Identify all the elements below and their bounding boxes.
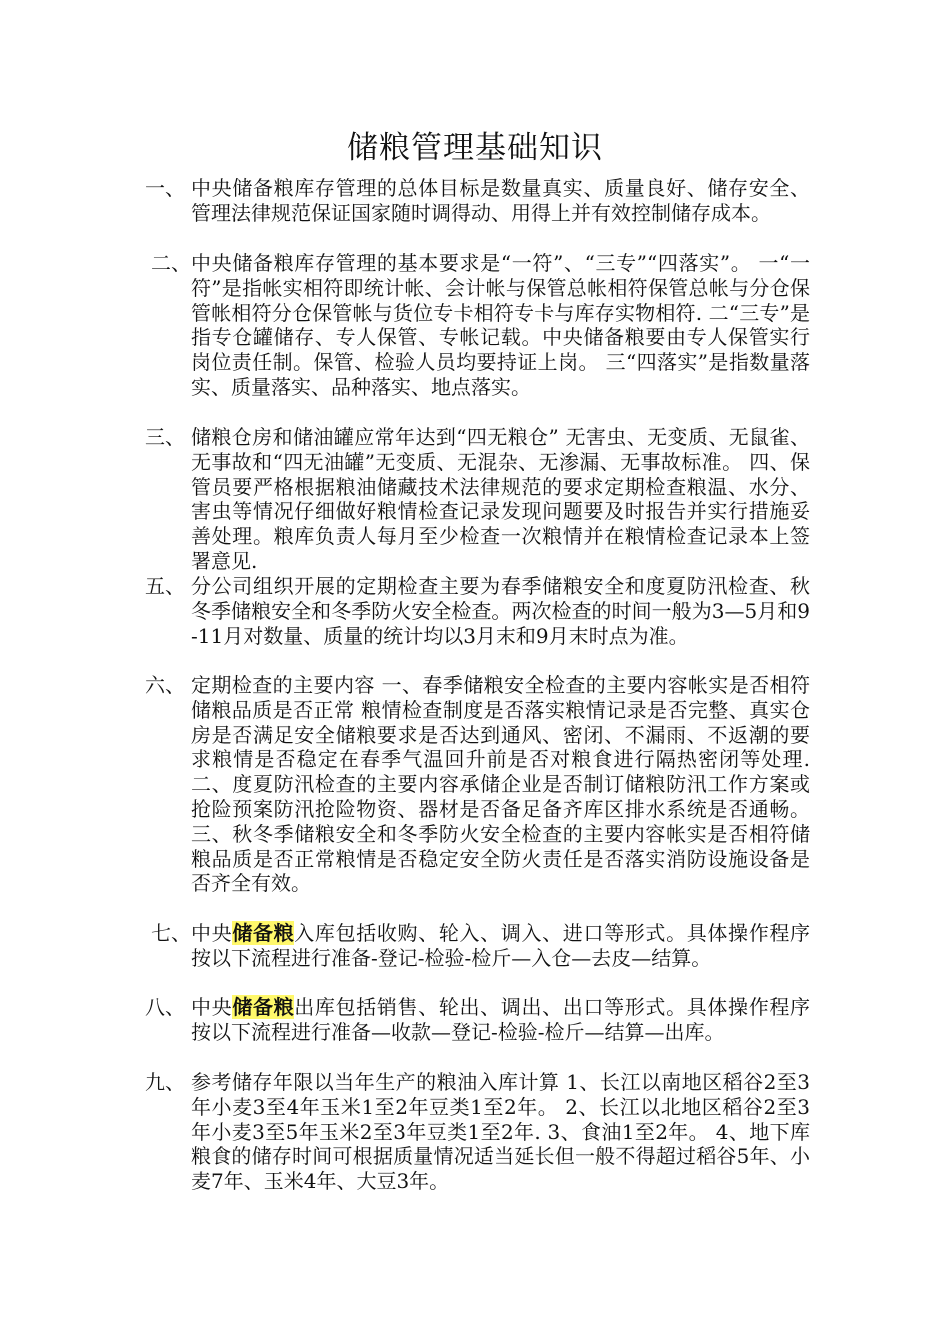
section-1: [145, 176, 810, 226]
section-9: [145, 1070, 810, 1194]
section-2: [145, 251, 810, 400]
section-text: 中央储备粮库存管理的总体目标是数量真实、质量良好、储存安全、管理法律规范保证国家随时调得动、用得上并有效控制储存成本。: [191, 176, 810, 225]
section-3: [145, 425, 810, 574]
section-text: 中央储备粮库存管理的基本要求是“一符”、“三专”“四落实”。 一“一符”是指帐实相符即统计帐、会计帐与保管总帐相符保管总帐与分仓保管帐相符分仓保管帐与货位专卡相符专卡与库存实物相符. 二“三专”是指专仓罐储存、专人保管、专帐记载。中央储备粮要由专人保管实行岗位责任制。保管、检验人员均要持证上岗。 三“四落实”是指数量落实、质量落实、品种落实、地点落实。: [191, 251, 810, 399]
section-text-pre: 中央: [191, 995, 233, 1019]
section-number: 七、: [151, 921, 191, 945]
section-number: 八、: [145, 995, 185, 1019]
section-8: [145, 995, 810, 1045]
section-text: 储粮仓房和储油罐应常年达到“四无粮仓” 无害虫、无变质、无鼠雀、无事故和“四无油罐”无变质、无混杂、无渗漏、无事故标准。 四、保管员要严格根据粮油储藏技术法律规范的要求定期检查粮温、水分、害虫等情况仔细做好粮情检查记录发现问题要及时报告并实行措施妥善处理。粮库负责人每月至少检查一次粮情并在粮情检查记录本上签署意见.: [191, 425, 810, 573]
highlighted-term: 储备粮: [232, 995, 295, 1019]
section-text: 分公司组织开展的定期检查主要为春季储粮安全和度夏防汛检查、秋冬季储粮安全和冬季防火安全检查。两次检查的时间一般为3—5月和9-11月对数量、质量的统计均以3月末和9月末时点为准。: [191, 574, 810, 648]
section-text-pre: 中央: [191, 921, 233, 945]
section-number: 九、: [145, 1070, 185, 1094]
section-text: 定期检查的主要内容 一、春季储粮安全检查的主要内容帐实是否相符储粮品质是否正常 粮情检查制度是否落实粮情记录是否完整、真实仓房是否满足安全储粮要求是否达到通风、密闭、不漏雨、不返潮的要求粮情是否稳定在春季气温回升前是否对粮食进行隔热密闭等处理. 二、度夏防汛检查的主要内容承储企业是否制订储粮防汛工作方案或抢险预案防汛抢险物资、器材是否备足备齐库区排水系统是否通畅。 三、秋冬季储粮安全和冬季防火安全检查的主要内容帐实是否相符储粮品质是否正常粮情是否稳定安全防火责任是否落实消防设施设备是否齐全有效。: [191, 673, 810, 896]
document-title: 储粮管理基础知识: [347, 130, 603, 166]
section-text: [191, 921, 810, 971]
section-text-post: 出库包括销售、轮出、调出、出口等形式。具体操作程序按以下流程进行准备—收款—登记-检验-检斤—结算—出库。: [191, 995, 811, 1044]
section-number: 六、: [145, 673, 185, 697]
section-text: [191, 995, 810, 1045]
section-5: [145, 574, 810, 648]
section-6: [145, 673, 810, 896]
section-text: 参考储存年限以当年生产的粮油入库计算 1、长江以南地区稻谷2至3年小麦3至4年玉米1至2年豆类1至2年。 2、长江以北地区稻谷2至3年小麦3至5年玉米2至3年豆类1至2年. 3、食油1至2年。 4、地下库粮食的储存时间可根据质量情况适当延长但一般不得超过稻谷5年、小麦7年、玉米4年、大豆3年。: [191, 1070, 810, 1194]
highlighted-term: 储备粮: [232, 921, 295, 945]
section-number: 一、: [145, 176, 185, 200]
section-text-post: 入库包括收购、轮入、调入、进口等形式。具体操作程序按以下流程进行准备-登记-检验-检斤—入仓—去皮—结算。: [191, 921, 811, 970]
section-number: 二、: [151, 251, 191, 275]
section-number: 三、: [145, 425, 185, 449]
section-7: [145, 921, 810, 971]
section-number: 五、: [145, 574, 185, 598]
